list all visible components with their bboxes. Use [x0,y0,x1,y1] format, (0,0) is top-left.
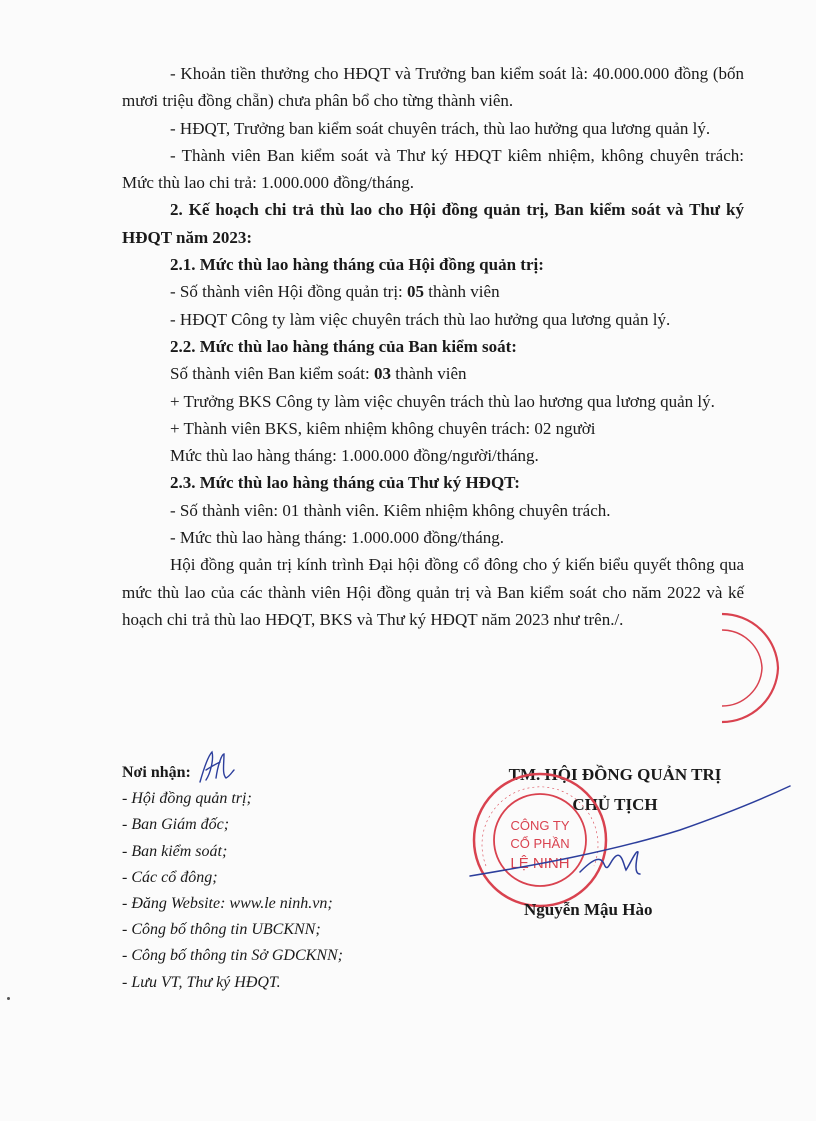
board-count-number: 05 [407,282,425,302]
document-body [122,60,744,633]
supervisory-count-prefix: Số thành viên Ban kiểm soát: [170,364,374,384]
signature-role: TM. HỘI ĐỒNG QUẢN TRỊ [508,765,722,784]
paragraph-supervisory-count [122,360,744,387]
recipient-item: - Ban Giám đốc; [122,816,230,834]
recipient-item: - Đăng Website: www.le ninh.vn; [122,895,333,913]
supervisory-count-number: 03 [373,364,391,384]
recipient-item: - Các cổ đông; [122,868,218,886]
recipient-item: - Hội đồng quản trị; [122,790,252,808]
seal-line-2: CỔ PHẦN [510,836,570,851]
signer-name: Nguyễn Mậu Hào [524,900,653,919]
signature-title: CHỦ TỊCH [572,795,658,814]
board-count-suffix: thành viên [424,282,500,302]
recipient-item: - Lưu VT, Thư ký HĐQT. [122,973,281,991]
heading-2-3: 2.3. Mức thù lao hàng tháng của Thư ký HĐQT: [170,473,520,493]
paragraph-bonus: - Khoản tiền thưởng cho HĐQT và Trưởng ban kiểm soát là: 40.000.000 đồng (bốn mươi triệu đồng chẵn) chưa phân bổ cho từng thành viên. [122,64,744,111]
heading-2-2: 2.2. Mức thù lao hàng tháng của Ban kiểm soát: [170,336,517,356]
paragraph-board-count [122,278,744,305]
paragraph-secretary-rate: - Mức thù lao hàng tháng: 1.000.000 đồng/tháng. [170,528,505,548]
paragraph-conclusion: Hội đồng quản trị kính trình Đại hội đồng cổ đông cho ý kiến biểu quyết thông qua mức thù lao của các thành viên Hội đồng quản trị và Ban kiểm soát cho năm 2022 và kế hoạch chi trả thù lao HĐQT, BKS và Thư ký HĐQT năm 2023 như trên./. [122,555,744,629]
scan-speck [7,997,10,1000]
paragraph-supervisory-head: + Trưởng BKS Công ty làm việc chuyên trách thù lao hương qua lương quản lý. [170,391,715,411]
recipient-item: - Ban kiểm soát; [122,842,228,860]
paragraph-secretary-count: - Số thành viên: 01 thành viên. Kiêm nhiệm không chuyên trách. [170,500,611,520]
paragraph-board-salary: - HĐQT Công ty làm việc chuyên trách thù lao hưởng qua lương quản lý. [170,309,671,329]
recipient-item: - Công bố thông tin Sở GDCKNN; [122,947,343,965]
paragraph-part-time: - Thành viên Ban kiểm soát và Thư ký HĐQT kiêm nhiệm, không chuyên trách: Mức thù lao chi trả: 1.000.000 đồng/tháng. [122,145,744,193]
board-count-prefix: - Số thành viên Hội đồng quản trị: [170,282,408,302]
supervisory-count-suffix: thành viên [390,364,467,384]
signature-block [470,760,760,820]
paragraph-supervisory-rate: Mức thù lao hàng tháng: 1.000.000 đồng/người/tháng. [170,446,539,466]
recipients-list [122,760,343,996]
paragraph-full-time: - HĐQT, Trưởng ban kiểm soát chuyên trách, thù lao hưởng qua lương quản lý. [170,118,711,138]
recipients-title: Nơi nhận: [122,764,191,781]
paragraph-supervisory-members: + Thành viên BKS, kiêm nhiệm không chuyên trách: 02 người [170,418,596,438]
recipient-item: - Công bố thông tin UBCKNN; [122,921,321,939]
seal-line-1: CÔNG TY [510,818,570,833]
seal-line-3: LỆ NINH [510,855,570,872]
heading-2-1: 2.1. Mức thù lao hàng tháng của Hội đồng quản trị: [170,255,544,275]
heading-plan-2023: 2. Kế hoạch chi trả thù lao cho Hội đồng quản trị, Ban kiểm soát và Thư ký HĐQT năm 2023: [122,200,744,247]
